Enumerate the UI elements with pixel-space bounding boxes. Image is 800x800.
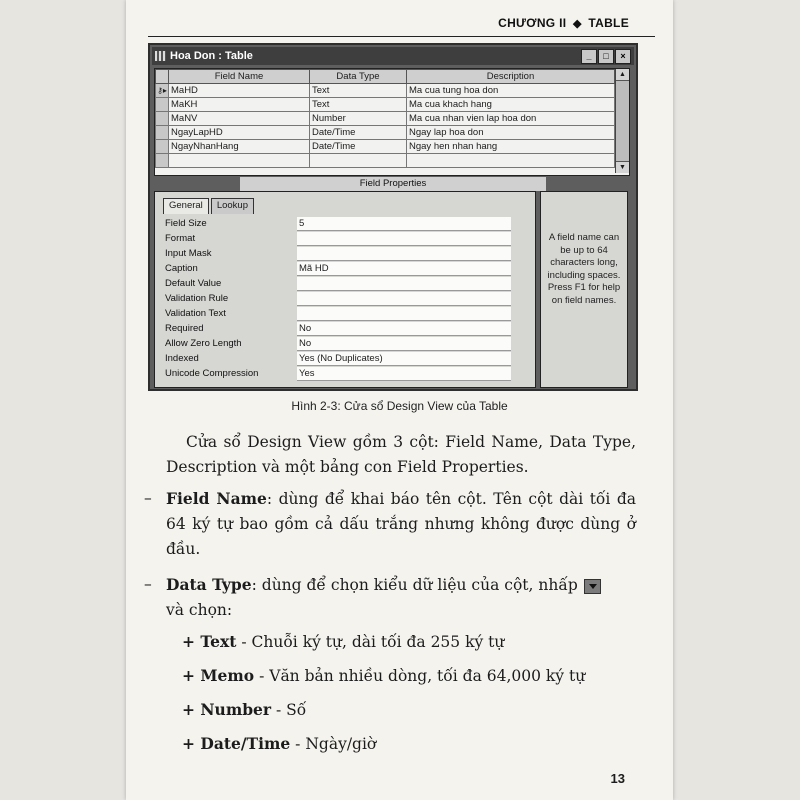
property-row	[165, 336, 511, 351]
design-view-window	[148, 43, 638, 391]
property-row	[165, 246, 511, 261]
row-selector[interactable]	[156, 154, 169, 168]
header-rule	[148, 36, 655, 37]
tab-lookup[interactable]: Lookup	[211, 198, 254, 214]
property-label: Field Size	[165, 218, 207, 229]
field-properties-title: Field Properties	[240, 177, 546, 191]
bullet-dash: –	[144, 489, 152, 507]
description-cell[interactable]: Ma cua khach hang	[407, 98, 615, 112]
data-type-cell[interactable]: Number	[310, 112, 407, 126]
minimize-icon[interactable]: _	[581, 49, 597, 64]
type-name: + Text	[182, 632, 237, 651]
maximize-icon[interactable]: □	[598, 49, 614, 64]
type-name: + Memo	[182, 666, 255, 685]
data-type-cell[interactable]: Text	[310, 98, 407, 112]
property-label: Format	[165, 233, 196, 244]
book-page	[126, 0, 673, 800]
property-value[interactable]	[297, 232, 511, 246]
property-label: Validation Text	[165, 308, 226, 319]
close-icon[interactable]: ×	[615, 49, 631, 64]
field-name-cell[interactable]: NgayLapHD	[169, 126, 310, 140]
field-grid	[154, 68, 630, 176]
row-selector[interactable]	[156, 126, 169, 140]
intro-paragraph: Cửa sổ Design View gồm 3 cột: Field Name, Data Type, Description và một bảng con Field Properties.	[166, 433, 636, 476]
field-name-cell[interactable]: MaNV	[169, 112, 310, 126]
data-type-desc: : dùng để chọn kiểu dữ liệu của cột, nhấp	[251, 576, 578, 594]
tab-general[interactable]: General	[163, 198, 209, 214]
description-cell[interactable]	[407, 154, 615, 168]
property-row	[165, 366, 511, 381]
description-cell[interactable]: Ma cua tung hoa don	[407, 84, 615, 98]
description-cell[interactable]: Ngay hen nhan hang	[407, 140, 615, 154]
property-label: Allow Zero Length	[165, 338, 242, 349]
type-item-text	[182, 632, 504, 651]
property-value[interactable]: No	[297, 322, 511, 336]
property-row	[165, 231, 511, 246]
property-row	[165, 216, 511, 231]
property-value[interactable]	[297, 307, 511, 321]
column-header-field-name: Field Name	[169, 70, 310, 84]
scroll-down-icon[interactable]: ▼	[616, 161, 629, 173]
column-header-description: Description	[407, 70, 615, 84]
property-label: Validation Rule	[165, 293, 229, 304]
property-row	[165, 351, 511, 366]
scroll-up-icon[interactable]: ▲	[616, 69, 629, 81]
field-name-cell[interactable]: NgayNhanHang	[169, 140, 310, 154]
primary-key-icon[interactable]: ⚷▸	[156, 84, 169, 98]
property-value[interactable]: Yes	[297, 367, 511, 381]
bullet-dash: –	[144, 575, 152, 593]
row-selector[interactable]	[156, 98, 169, 112]
property-label: Required	[165, 323, 204, 334]
window-title: Hoa Don : Table	[170, 50, 253, 62]
data-type-cell[interactable]: Date/Time	[310, 140, 407, 154]
type-item-number	[182, 700, 306, 719]
data-type-cell[interactable]	[310, 154, 407, 168]
property-label: Unicode Compression	[165, 368, 259, 379]
chapter-label: CHƯƠNG II	[498, 16, 567, 30]
window-titlebar	[152, 47, 634, 65]
type-desc: - Văn bản nhiều dòng, tối đa 64,000 ký tự	[254, 667, 586, 685]
property-value[interactable]: Mã HD	[297, 262, 511, 276]
page-number: 13	[610, 771, 625, 786]
table-icon	[155, 51, 166, 61]
property-row	[165, 306, 511, 321]
field-name-desc: : dùng để khai báo tên cột. Tên cột dài tối đa 64 ký tự bao gồm cả dấu trắng nhưng không được dùng ở đầu.	[166, 490, 636, 558]
description-cell[interactable]: Ngay lap hoa don	[407, 126, 615, 140]
figure-caption: Hình 2-3: Cửa sổ Design View của Table	[291, 399, 508, 413]
field-name-cell[interactable]	[169, 154, 310, 168]
row-selector[interactable]	[156, 140, 169, 154]
diamond-icon: ◆	[572, 18, 582, 30]
data-type-cell[interactable]: Date/Time	[310, 126, 407, 140]
term-field-name: Field Name	[166, 489, 267, 508]
property-value[interactable]	[297, 247, 511, 261]
property-label: Default Value	[165, 278, 222, 289]
table-row[interactable]	[156, 112, 615, 126]
type-item-memo	[182, 666, 585, 685]
table-row[interactable]	[156, 154, 615, 168]
type-desc: - Số	[271, 701, 307, 719]
type-item-datetime	[182, 734, 376, 753]
hint-panel	[540, 191, 628, 388]
table-row[interactable]	[156, 84, 615, 98]
hint-text: A field name can be up to 64 characters long, including spaces. Press F1 for help on field names.	[547, 232, 621, 306]
field-properties-panel	[154, 191, 536, 388]
property-value[interactable]: Yes (No Duplicates)	[297, 352, 511, 366]
property-label: Indexed	[165, 353, 199, 364]
description-cell[interactable]: Ma cua nhan vien lap hoa don	[407, 112, 615, 126]
running-header	[498, 16, 629, 30]
section-label: TABLE	[588, 16, 629, 30]
property-value[interactable]	[297, 277, 511, 291]
type-name: + Number	[182, 700, 272, 719]
property-value[interactable]	[297, 292, 511, 306]
property-row	[165, 321, 511, 336]
property-row	[165, 291, 511, 306]
data-type-desc-cont: và chọn:	[166, 601, 233, 619]
property-label: Input Mask	[165, 248, 212, 259]
type-desc: - Ngày/giờ	[290, 735, 377, 753]
property-value[interactable]: 5	[297, 217, 511, 231]
term-data-type: Data Type	[166, 575, 252, 594]
data-type-cell[interactable]: Text	[310, 84, 407, 98]
field-name-cell[interactable]: MaKH	[169, 98, 310, 112]
table-row[interactable]	[156, 126, 615, 140]
field-name-cell[interactable]: MaHD	[169, 84, 310, 98]
vertical-scrollbar[interactable]	[615, 69, 629, 173]
type-desc: - Chuỗi ký tự, dài tối đa 255 ký tự	[236, 633, 505, 651]
property-row	[165, 261, 511, 276]
table-row[interactable]	[156, 140, 615, 154]
type-name: + Date/Time	[182, 734, 291, 753]
row-selector[interactable]	[156, 112, 169, 126]
column-header-data-type: Data Type	[310, 70, 407, 84]
property-row	[165, 276, 511, 291]
table-row[interactable]	[156, 98, 615, 112]
property-value[interactable]: No	[297, 337, 511, 351]
dropdown-arrow-icon	[584, 579, 601, 594]
row-selector-header	[156, 70, 169, 84]
property-label: Caption	[165, 263, 198, 274]
